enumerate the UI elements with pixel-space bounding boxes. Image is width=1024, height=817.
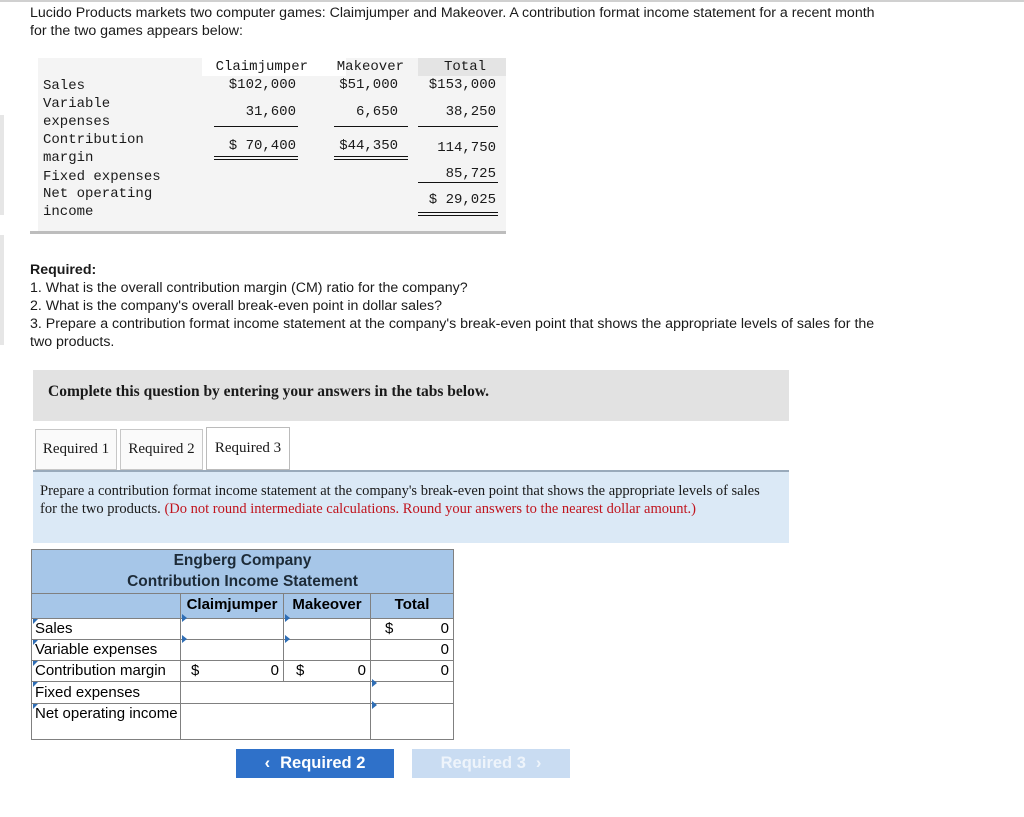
row-label-fixed: Fixed expenses	[43, 169, 161, 185]
col-claimjumper-header: Claimjumper	[215, 59, 308, 75]
top-divider	[0, 0, 1024, 2]
dropdown-marker-icon	[372, 701, 377, 709]
label-sales: Sales	[31, 618, 181, 640]
instructions-note: (Do not round intermediate calculations. Round your answers to the nearest dollar amount.)	[164, 500, 696, 517]
dollar-sign: $	[191, 662, 200, 679]
entry-marker-icon	[33, 704, 38, 709]
noi-blank	[180, 703, 371, 740]
prev-button-label: Required 2	[280, 754, 366, 772]
label-fixed-expenses: Fixed expenses	[31, 681, 181, 704]
entry-marker-icon	[33, 682, 38, 687]
next-button-label: Required 3	[440, 754, 526, 772]
question-instructions	[33, 472, 789, 543]
prev-required-button[interactable]	[236, 749, 394, 778]
left-scroll-marker	[0, 115, 4, 215]
cm-claimjumper: $ 70,400	[228, 138, 296, 154]
company-name: Engberg Company	[32, 552, 453, 570]
required-heading: Required:	[30, 262, 97, 278]
table-bottom-rule	[30, 231, 506, 234]
col-total-header: Total	[443, 59, 486, 75]
row-label-variable: Variable expenses	[43, 96, 111, 130]
sales-claimjumper-input[interactable]	[180, 618, 284, 640]
label-net-operating-income: Net operating income	[31, 703, 181, 740]
chevron-left-icon: ‹	[264, 754, 271, 772]
sales-total-cell	[370, 618, 454, 640]
intro-text: Lucido Products markets two computer games: Claimjumper and Makeover. A contribution format income statement for a recent month for the two games appears below:	[30, 5, 875, 39]
dropdown-marker-icon	[182, 614, 187, 622]
instructions-main: Prepare a contribution format income statement at the company's break-even point that shows the appropriate levels of sales for the two products.	[40, 483, 760, 517]
cm-total-cell	[370, 660, 454, 682]
cm-claimjumper-value: 0	[270, 662, 279, 679]
row-label-sales: Sales	[43, 78, 86, 94]
sales-makeover: $51,000	[339, 77, 398, 93]
dollar-sign: $	[385, 620, 394, 637]
cm-total: 114,750	[437, 140, 496, 156]
corner-cell	[31, 593, 181, 619]
entry-marker-icon	[33, 619, 38, 624]
col-claimjumper: Claimjumper	[180, 593, 284, 619]
variable-makeover: 6,650	[355, 104, 398, 120]
chevron-right-icon: ›	[535, 754, 542, 772]
entry-marker-icon	[33, 640, 38, 645]
variable-total: 38,250	[445, 104, 496, 120]
double-underline	[418, 215, 498, 216]
row-label-noi: Net operating income	[43, 186, 153, 220]
dropdown-marker-icon	[285, 614, 290, 622]
variable-makeover-input[interactable]	[283, 639, 371, 661]
required-section	[30, 261, 900, 351]
variable-claimjumper-input[interactable]	[180, 639, 284, 661]
question-3: 3. Prepare a contribution format income statement at the company's break-even point that shows the appropriate levels of sales for the two products.	[30, 316, 875, 350]
left-scroll-marker	[0, 235, 4, 345]
label-variable-expenses: Variable expenses	[31, 639, 181, 661]
question-1: 1. What is the overall contribution margin (CM) ratio for the company?	[30, 280, 468, 296]
fixed-total: 85,725	[445, 166, 496, 182]
tab-required-3[interactable]: Required 3	[206, 427, 290, 470]
double-underline	[334, 156, 408, 157]
dropdown-marker-icon	[182, 635, 187, 643]
cm-makeover-value: 0	[357, 662, 366, 679]
dollar-sign: $	[296, 662, 305, 679]
next-required-button[interactable]	[412, 749, 570, 778]
cm-total-value: 0	[440, 662, 449, 679]
sales-total-value: 0	[440, 620, 449, 637]
dropdown-marker-icon	[372, 679, 377, 687]
double-underline	[214, 159, 298, 160]
source-table	[38, 58, 506, 238]
underline	[214, 126, 298, 127]
sales-claimjumper: $102,000	[228, 77, 296, 93]
variable-claimjumper: 31,600	[245, 104, 296, 120]
noi-total-input[interactable]	[370, 703, 454, 740]
cm-claimjumper-cell	[180, 660, 284, 682]
col-total: Total	[370, 593, 454, 619]
underline	[334, 126, 408, 127]
tab-required-2[interactable]: Required 2	[120, 429, 203, 470]
double-underline	[214, 156, 298, 157]
statement-title: Contribution Income Statement	[127, 573, 358, 590]
entry-marker-icon	[33, 661, 38, 666]
answer-statement	[31, 549, 454, 740]
underline	[418, 182, 498, 183]
sales-makeover-input[interactable]	[283, 618, 371, 640]
cm-makeover-cell	[283, 660, 371, 682]
col-makeover: Makeover	[283, 593, 371, 619]
label-contribution-margin: Contribution margin	[31, 660, 181, 682]
question-2: 2. What is the company's overall break-even point in dollar sales?	[30, 298, 442, 314]
cm-makeover: $44,350	[339, 138, 398, 154]
sales-total: $153,000	[428, 77, 496, 93]
row-label-cm: Contribution margin	[43, 132, 144, 166]
fixed-blank	[180, 681, 371, 704]
instruction-banner	[33, 370, 789, 421]
tab-required-1[interactable]: Required 1	[35, 429, 117, 470]
noi-total: $ 29,025	[428, 192, 496, 208]
variable-total-value: 0	[440, 641, 449, 658]
dropdown-marker-icon	[285, 635, 290, 643]
col-makeover-header: Makeover	[336, 59, 404, 75]
fixed-total-input[interactable]	[370, 681, 454, 704]
double-underline	[418, 212, 498, 213]
variable-total-cell	[370, 639, 454, 661]
underline	[418, 126, 498, 127]
double-underline	[334, 159, 408, 160]
banner-text: Complete this question by entering your answers in the tabs below.	[48, 383, 490, 400]
